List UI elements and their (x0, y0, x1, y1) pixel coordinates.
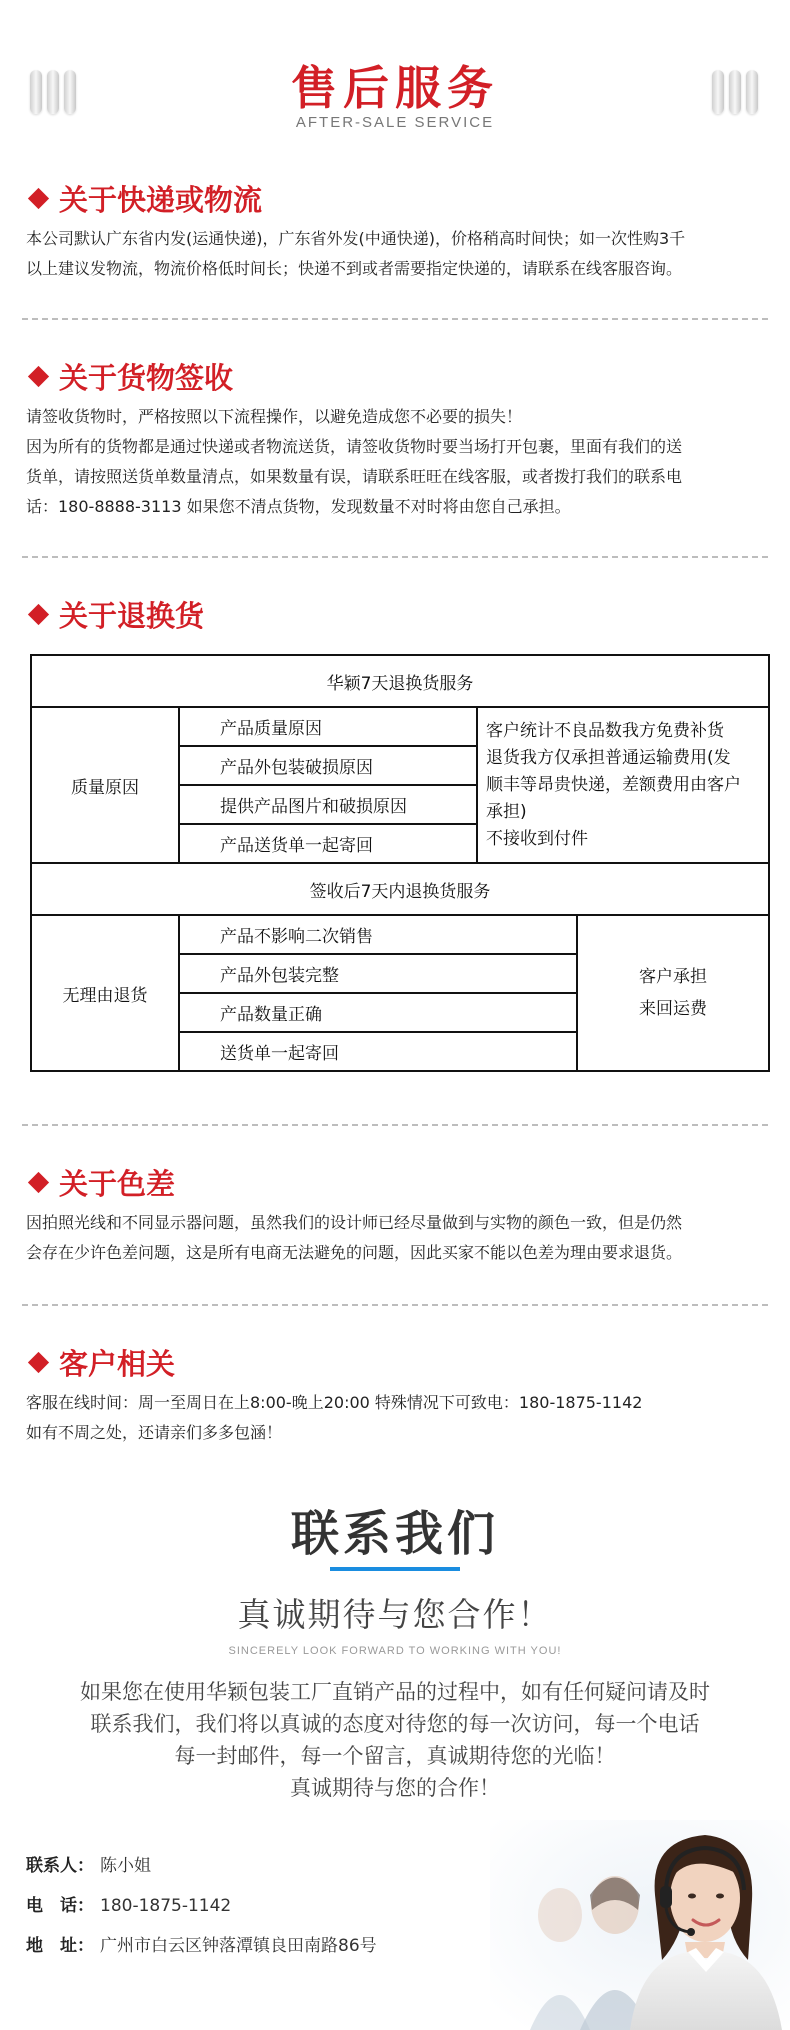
text-line: 请签收货物时，严格按照以下流程操作，以避免造成您不必要的损失！ (26, 407, 523, 426)
text-line: 客服在线时间：周一至周日在上8:00-晚上20:00 特殊情况下可致电：180-1875-1142 (26, 1393, 643, 1412)
section-receipt (26, 356, 768, 522)
contact-slogan: 真诚期待与您合作！ (237, 1595, 553, 1634)
page-subtitle: AFTER-SALE SERVICE (295, 114, 495, 131)
text-line: 话：180-8888-3113 如果您不清点货物，发现数量不对时将由您自己承担。 (26, 497, 571, 516)
accent-bar (330, 1567, 460, 1571)
text-line: 因为所有的货物都是通过快递或者物流送货，请签收货物时要当场打开包裹，里面有我们的送 (26, 437, 683, 456)
customer-service-photo (490, 1820, 790, 2030)
section-title: 关于退换货 (59, 598, 205, 633)
table-cell: 产品质量原因 (179, 707, 477, 746)
table-cell: 产品外包装破损原因 (179, 746, 477, 785)
decor-bars-right-icon (712, 70, 760, 114)
section-title: 关于货物签收 (59, 360, 234, 395)
table-cell: 产品送货单一起寄回 (179, 824, 477, 863)
section-returns (26, 594, 768, 634)
section-title: 客户相关 (59, 1346, 176, 1381)
diamond-bullet-icon (28, 603, 49, 624)
text-line: 如有不周之处，还请亲们多多包涵！ (26, 1423, 283, 1442)
text-line: 会存在少许色差问题，这是所有电商无法避免的问题，因此买家不能以色差为理由要求退货。 (26, 1243, 683, 1262)
row-label-no-reason: 无理由退货 (31, 915, 179, 1071)
row-label-quality: 质量原因 (31, 707, 179, 863)
text-line: 因拍照光线和不同显示器问题，虽然我们的设计师已经尽量做到与实物的颜色一致，但是仍然 (26, 1213, 683, 1232)
table-heading: 华颖7天退换货服务 (31, 655, 769, 707)
divider (22, 1304, 768, 1306)
table-heading: 签收后7天内退换货服务 (31, 863, 769, 915)
section-title: 关于快递或物流 (59, 182, 263, 217)
table-cell: 提供产品图片和破损原因 (179, 785, 477, 824)
divider (22, 318, 768, 320)
diamond-bullet-icon (28, 1351, 49, 1372)
divider (22, 1124, 768, 1126)
contact-slogan-english: SINCERELY LOOK FORWARD TO WORKING WITH YOU! (228, 1645, 562, 1657)
table-cell: 产品数量正确 (179, 993, 577, 1032)
section-shipping (26, 178, 768, 284)
section-customer (26, 1342, 768, 1448)
returns-table (30, 654, 770, 1072)
contact-person: 联系人： 陈小姐 (26, 1856, 151, 1876)
diamond-bullet-icon (28, 365, 49, 386)
page-header (0, 0, 790, 145)
text-line: 本公司默认广东省内发(运通快递)，广东省外发(中通快递)，价格稍高时间快；如一次性购3千 (26, 229, 686, 248)
divider (22, 556, 768, 558)
diamond-bullet-icon (28, 187, 49, 208)
freight-note: 客户承担 来回运费 (577, 915, 769, 1071)
text-line: 以上建议发物流，物流价格低时间长；快递不到或者需要指定快递的，请联系在线客服咨询。 (26, 259, 683, 278)
section-title: 关于色差 (59, 1166, 176, 1201)
contact-title: 联系我们 (290, 1506, 499, 1562)
diamond-bullet-icon (28, 1171, 49, 1192)
section-color (26, 1162, 768, 1268)
contact-phone: 电 话： 180-1875-1142 (26, 1896, 232, 1916)
table-cell: 送货单一起寄回 (179, 1032, 577, 1071)
table-cell: 产品外包装完整 (179, 954, 577, 993)
quality-note: 客户统计不良品数我方免费补货 退货我方仅承担普通运输费用(发 顺丰等昂贵快递，差额费用由客户 承担) 不接收到付件 (477, 707, 769, 863)
page-title: 售后服务 (291, 61, 499, 115)
text-line: 货单，请按照送货单数量清点，如果数量有误，请联系旺旺在线客服，或者拨打我们的联系电 (26, 467, 683, 486)
contact-paragraph: 如果您在使用华颖包装工厂直销产品的过程中，如有任何疑问请及时 联系我们，我们将以真诚的态度对待您的每一次访问，每一个电话 每一封邮件，每一个留言，真诚期待您的光临！ 真诚期待与您的合作！ (80, 1680, 710, 1800)
contact-address: 地 址： 广州市白云区钟落潭镇良田南路86号 (26, 1936, 377, 1956)
table-cell: 产品不影响二次销售 (179, 915, 577, 954)
